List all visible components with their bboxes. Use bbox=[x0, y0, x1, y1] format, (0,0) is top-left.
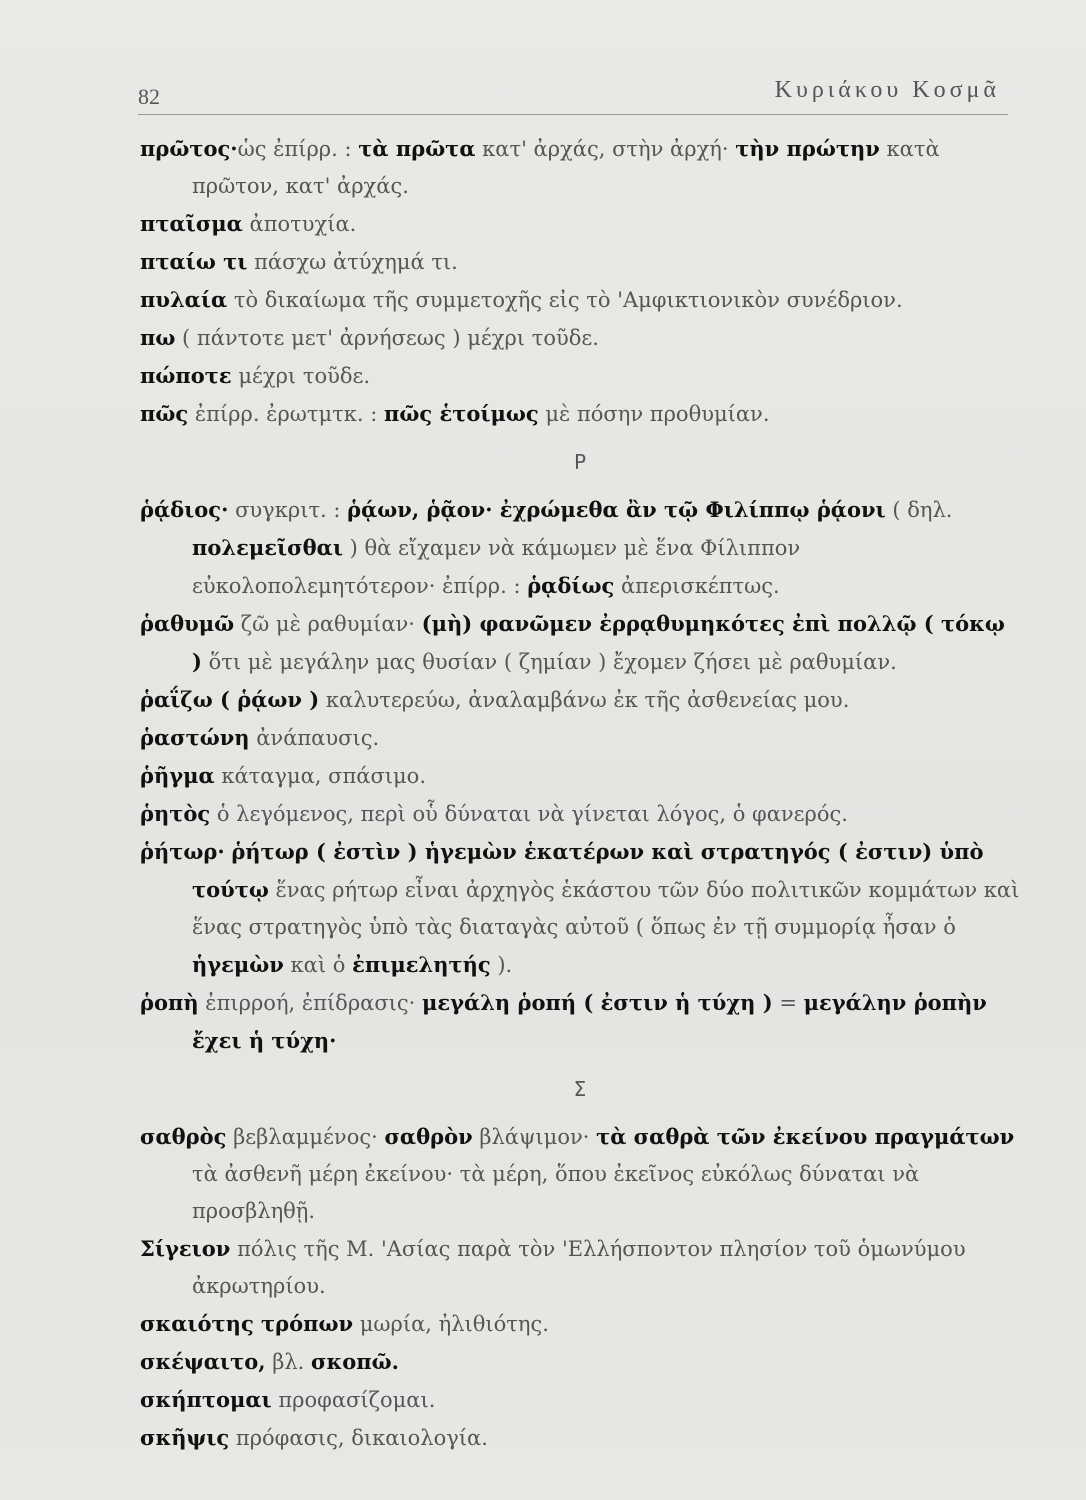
entry-headword: ῥᾴδιος· bbox=[140, 497, 229, 522]
entry-phrase: ἐπιμελητής bbox=[352, 952, 491, 977]
entry-phrase: σαθρὸν bbox=[384, 1124, 473, 1149]
entry-headword: πυλαία bbox=[140, 287, 228, 312]
entry-headword: πταίω τι bbox=[140, 249, 248, 274]
section-pi bbox=[140, 130, 1020, 433]
page-header bbox=[138, 70, 1008, 115]
entry-definition: τὰ ἀσθενῆ μέρη ἐκείνου· τὰ μέρη, ὅπου ἐκεῖνος εὐκόλως δύναται νὰ προσβληθῇ. bbox=[192, 1162, 920, 1223]
dictionary-entry bbox=[140, 205, 1020, 243]
entry-phrase: πῶς ἑτοίμως bbox=[384, 401, 539, 426]
running-title: Κυριάκου Κοσμᾶ bbox=[774, 77, 1000, 103]
entry-headword: σκήπτομαι bbox=[140, 1387, 272, 1412]
dictionary-entry bbox=[140, 1305, 1020, 1343]
section-sigma bbox=[140, 1118, 1020, 1457]
entry-definition: ἐπίρρ. ἐρωτμτκ. : bbox=[188, 402, 385, 426]
dictionary-entry bbox=[140, 833, 1020, 984]
entry-phrase: μεγάλην ῥοπὴν ἔχει ἡ τύχη· bbox=[192, 990, 987, 1053]
dictionary-entry bbox=[140, 357, 1020, 395]
entry-definition: ζῶ μὲ ραθυμίαν· bbox=[234, 612, 422, 636]
entry-definition: βλ. bbox=[265, 1350, 312, 1374]
letter-heading-sigma: Σ bbox=[573, 1077, 587, 1101]
entry-headword: σκῆψις bbox=[140, 1425, 230, 1450]
entry-definition: κάταγμα, σπάσιμο. bbox=[214, 764, 427, 788]
entry-headword: ῥαΐζω ( ῥᾴων ) bbox=[140, 687, 320, 712]
section-rho bbox=[140, 491, 1020, 1060]
dictionary-entry bbox=[140, 1118, 1020, 1230]
entry-phrase: μεγάλη ῥοπή ( ἐστιν ἡ τύχη ) bbox=[422, 990, 773, 1015]
entry-headword: σαθρὸς bbox=[140, 1124, 227, 1149]
entry-phrase: ῥήτωρ ( ἐστὶν ) ἡγεμὼν ἑκατέρων καὶ στρατηγός ( ἐστιν) ὑπὸ τούτῳ bbox=[192, 839, 984, 902]
entry-definition: πόλις τῆς Μ. 'Ασίας παρὰ τὸν 'Ελλήσποντον πλησίον τοῦ ὁμωνύμου ἀκρωτηρίου. bbox=[192, 1237, 966, 1298]
letter-heading-rho: Ρ bbox=[573, 450, 587, 474]
dictionary-entry bbox=[140, 795, 1020, 833]
entry-headword: πώποτε bbox=[140, 363, 232, 388]
entry-definition: ὁ λεγόμενος, περὶ οὗ δύναται νὰ γίνεται λόγος, ὁ φανερός. bbox=[210, 802, 848, 826]
entry-definition: ἕνας ρήτωρ εἶναι ἀρχηγὸς ἑκάστου τῶν δύο πολιτικῶν κομμάτων καὶ ἕνας στρατηγὸς ὑπὸ τὰς διαταγὰς αὐτοῦ ( ὅπως ἐν τῇ συμμορίᾳ ἦσαν ὁ bbox=[192, 878, 1020, 939]
entry-definition: ἐπιρροή, ἐπίδρασις· bbox=[198, 991, 423, 1015]
entry-definition: βλάψιμον· bbox=[472, 1125, 597, 1149]
entry-definition: κατὰ πρῶτον, κατ' ἀρχάς. bbox=[192, 137, 940, 198]
entry-headword: ῥήτωρ· bbox=[140, 839, 225, 864]
entry-definition: ὡς ἐπίρρ. : bbox=[237, 137, 359, 161]
entry-phrase: ἡγεμὼν bbox=[192, 952, 284, 977]
entry-definition: ( δηλ. bbox=[885, 498, 953, 522]
entry-definition: βεβλαμμένος· bbox=[226, 1125, 385, 1149]
page-number: 82 bbox=[138, 84, 160, 109]
entry-phrase: (μὴ) φανῶμεν ἐρρᾳθυμηκότες ἐπὶ πολλῷ ( τόκῳ ) bbox=[192, 611, 1005, 674]
entry-definition: μέχρι τοῦδε. bbox=[231, 364, 371, 388]
entry-headword: Σίγειον bbox=[140, 1236, 231, 1261]
entry-phrase: ῥᾴων, ῥᾷον· ἐχρώμεθα ἂν τῷ Φιλίππῳ ῥᾴονι bbox=[347, 497, 886, 522]
entry-headword: ῥητὸς bbox=[140, 801, 211, 826]
dictionary-entry bbox=[140, 1419, 1020, 1457]
entry-headword: σκαιότης τρόπων bbox=[140, 1311, 354, 1336]
dictionary-entry bbox=[140, 243, 1020, 281]
entry-definition: μὲ πόσην προθυμίαν. bbox=[538, 402, 770, 426]
entry-definition: τὸ δικαίωμα τῆς συμμετοχῆς εἰς τὸ 'Αμφικτιονικὸν συνέδριον. bbox=[227, 288, 903, 312]
entry-definition: προφασίζομαι. bbox=[271, 1388, 436, 1412]
dictionary-entry bbox=[140, 681, 1020, 719]
dictionary-entry bbox=[140, 719, 1020, 757]
entry-headword: πω bbox=[140, 325, 176, 350]
dictionary-entry bbox=[140, 130, 1020, 205]
entry-headword: πταῖσμα bbox=[140, 211, 243, 236]
entry-definition: ) θὰ εἴχαμεν νὰ κάμωμεν μὲ ἕνα Φίλιππον εὐκολοπολεμητότερον· ἐπίρρ. : bbox=[192, 536, 801, 598]
dictionary-entry bbox=[140, 757, 1020, 795]
dictionary-entry bbox=[140, 1381, 1020, 1419]
entry-phrase: ῥᾳδίως bbox=[527, 573, 615, 598]
entry-definition: ). bbox=[490, 953, 513, 977]
entry-definition: ἀποτυχία. bbox=[242, 212, 357, 236]
entry-headword: ῥαστώνη bbox=[140, 725, 250, 750]
entry-definition: καὶ ὁ bbox=[283, 953, 353, 977]
entry-definition: καλυτερεύω, ἀναλαμβάνω ἐκ τῆς ἀσθενείας μου. bbox=[319, 688, 850, 712]
entry-definition: ὅτι μὲ μεγάλην μας θυσίαν ( ζημίαν ) ἔχομεν ζήσει μὲ ραθυμίαν. bbox=[201, 650, 897, 674]
dictionary-content bbox=[140, 130, 1020, 1457]
dictionary-entry bbox=[140, 319, 1020, 357]
entry-phrase: σκοπῶ. bbox=[311, 1349, 399, 1374]
entry-definition: ( πάντοτε μετ' ἀρνήσεως ) μέχρι τοῦδε. bbox=[175, 326, 599, 350]
entry-headword: πῶς bbox=[140, 401, 189, 426]
entry-phrase: τὰ σαθρὰ τῶν ἐκείνου πραγμάτων bbox=[596, 1124, 1015, 1149]
entry-headword: ῥοπὴ bbox=[140, 990, 199, 1015]
entry-definition: = bbox=[772, 991, 804, 1015]
dictionary-entry bbox=[140, 605, 1020, 681]
dictionary-entry bbox=[140, 984, 1020, 1060]
entry-phrase: τὰ πρῶτα bbox=[358, 136, 476, 161]
entry-headword: ῥῆγμα bbox=[140, 763, 215, 788]
entry-definition: συγκριτ. : bbox=[228, 498, 348, 522]
entry-headword: σκέψαιτο, bbox=[140, 1349, 266, 1374]
entry-headword: πρῶτος· bbox=[140, 136, 238, 161]
entry-definition: ἀνάπαυσις. bbox=[249, 726, 380, 750]
dictionary-entry bbox=[140, 1230, 1020, 1305]
entry-phrase: τὴν πρώτην bbox=[735, 136, 880, 161]
entry-phrase: πολεμεῖσθαι bbox=[192, 535, 343, 560]
entry-definition: μωρία, ἠλιθιότης. bbox=[353, 1312, 549, 1336]
dictionary-entry bbox=[140, 1343, 1020, 1381]
entry-definition: πάσχω ἀτύχημά τι. bbox=[247, 250, 458, 274]
entry-definition: πρόφασις, δικαιολογία. bbox=[229, 1426, 488, 1450]
entry-headword: ῥαθυμῶ bbox=[140, 611, 235, 636]
entry-definition: κατ' ἀρχάς, στὴν ἀρχή· bbox=[475, 137, 736, 161]
dictionary-entry bbox=[140, 395, 1020, 433]
entry-definition: ἀπερισκέπτως. bbox=[614, 574, 780, 598]
dictionary-entry bbox=[140, 281, 1020, 319]
dictionary-entry bbox=[140, 491, 1020, 605]
